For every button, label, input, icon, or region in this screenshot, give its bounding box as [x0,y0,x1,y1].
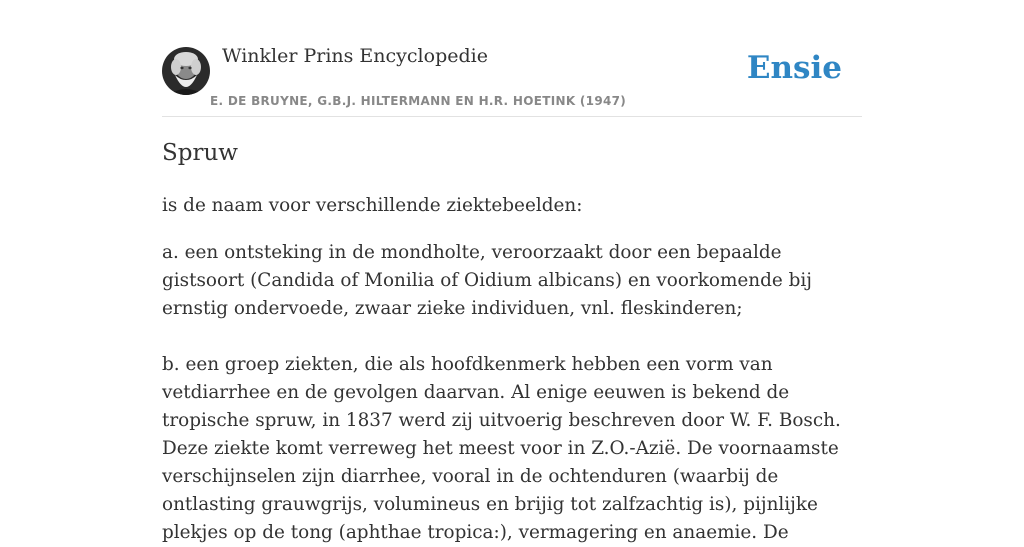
page [162,0,862,543]
source-header [162,0,862,117]
brand-logo[interactable]: Ensie [746,50,842,86]
article-intro: is de naam voor verschillende ziektebeelden: [162,195,583,216]
definition-a: a. een ontsteking in de mondholte, veroorzaakt door een bepaalde gistsoort (Candida of Monilia of Oidium albicans) en voorkomende bij ernstig ondervoede, zwaar zieke individuen, vnl. fleskinderen; [162,242,812,319]
portrait-icon [162,47,210,95]
source-title[interactable]: Winkler Prins Encyclopedie [222,45,488,67]
definition-b: b. een groep ziekten, die als hoofdkenmerk hebben een vorm van vetdiarrhee en de gevolgen daarvan. Al enige eeuwen is bekend de tropische spruw, in 1837 werd zij uitvoerig beschreven door W. F. Bosch. Deze ziekte komt verreweg het meest voor in Z.O.-Azië. De voornaamste verschijnselen zijn diarrhee, vooral in de ochtenduren (waarbij de ontlasting grauwgrijs, volumineus en brijig tot zalfzachtig is), pijnlijke plekjes op de tong (aphthae tropica:), vermagering en anaemie. De [162,354,841,543]
source-authors: E. DE BRUYNE, G.B.J. HILTERMANN EN H.R. HOETINK (1947) [210,94,627,108]
author-avatar[interactable] [162,47,210,95]
article-title: Spruw [162,140,238,166]
